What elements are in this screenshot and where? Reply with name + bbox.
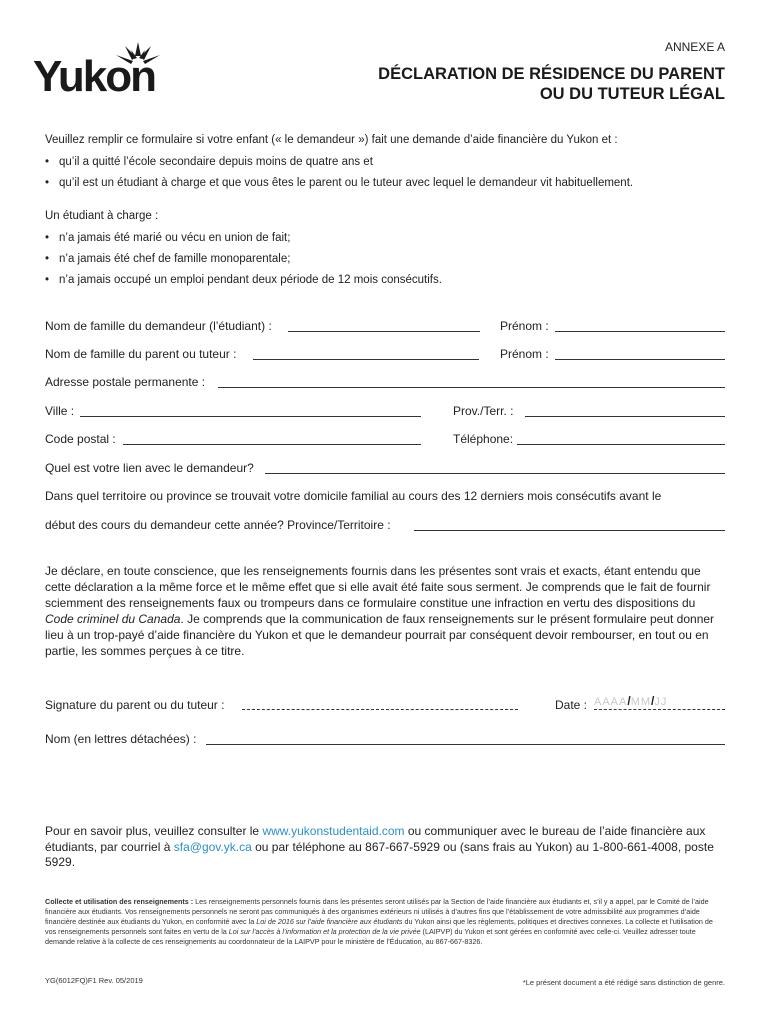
intro-bullet: • qu’il a quitté l’école secondaire depuis moins de quatre ans et — [45, 156, 373, 168]
page-title — [378, 64, 725, 104]
relationship-label: Quel est votre lien avec le demandeur? — [45, 461, 254, 475]
dependent-bullet: • n’a jamais été marié ou vécu en union de fait; — [45, 232, 291, 244]
postal-code-field[interactable] — [123, 444, 421, 445]
printed-name-label: Nom (en lettres détachées) : — [45, 732, 197, 746]
annexe-label: ANNEXE A — [664, 40, 725, 54]
relationship-field[interactable] — [265, 473, 725, 474]
parent-first-name-label: Prénom : — [500, 347, 549, 361]
domicile-question-cont: début des cours du demandeur cette année? Province/Territoire : — [45, 518, 391, 532]
signature-label: Signature du parent ou du tuteur : — [45, 698, 225, 712]
date-month-placeholder: MM — [630, 696, 652, 708]
domicile-question: Dans quel territoire ou province se trouvait votre domicile familial au cours des 12 derniers mois consécutifs avant le — [45, 489, 662, 503]
dependent-heading: Un étudiant à charge : — [45, 210, 159, 222]
website-link[interactable]: www.yukonstudentaid.com — [262, 824, 405, 838]
phone-field[interactable] — [517, 444, 725, 445]
parent-last-name-field[interactable] — [253, 359, 479, 360]
logo-text: Yukon — [33, 52, 156, 101]
phone-label: Téléphone: — [453, 432, 514, 446]
parent-first-name-field[interactable] — [555, 359, 725, 360]
yukon-logo — [33, 42, 173, 102]
city-label: Ville : — [45, 404, 75, 418]
prov-field[interactable] — [525, 416, 725, 417]
applicant-last-name-field[interactable] — [288, 331, 480, 332]
intro-text: Veuillez remplir ce formulaire si votre enfant (« le demandeur ») fait une demande d’aide financière du Yukon et : — [45, 134, 618, 146]
date-separator: / — [651, 694, 655, 708]
date-day-placeholder: JJ — [654, 696, 668, 708]
applicant-first-name-label: Prénom : — [500, 319, 549, 333]
title-line-2: OU DU TUTEUR LÉGAL — [539, 85, 725, 103]
address-label: Adresse postale permanente : — [45, 375, 206, 389]
prov-label: Prov./Terr. : — [453, 404, 514, 418]
dependent-bullet: • n’a jamais été chef de famille monoparentale; — [45, 253, 291, 265]
contact-info: Pour en savoir plus, veuillez consulter le www.yukonstudentaid.com ou communiquer avec le bureau de l’aide financière aux étudiants, par courriel à sfa@gov.yk.ca ou par téléphone au 867-667-5929 ou (sans frais au Yukon) au 1-800-661-4008, poste 5929. — [45, 824, 714, 869]
date-field[interactable] — [594, 692, 667, 710]
date-year-placeholder: AAAA — [594, 696, 628, 708]
postal-code-label: Code postal : — [45, 432, 116, 446]
date-label: Date : — [555, 698, 588, 712]
form-code: YG(6012FQ)F1 Rev. 05/2019 — [45, 976, 143, 985]
title-line-1: DÉCLARATION DE RÉSIDENCE DU PARENT — [378, 65, 725, 83]
date-underline — [594, 709, 725, 710]
declaration-text: Je déclare, en toute conscience, que les renseignements fournis dans les présentes sont vrais et exacts, étant entendu que cette déclaration a la même force et le même effet que si elle avait été faite sous serment. Je comprends que le fait de fournir sciemment des renseignements faux ou trompeurs dans ce formulaire constitue une infraction en vertu des dispositions du Code criminel du Canada. Je comprends que la communication de faux renseignements sur le présent formulaire peut donner lieu à un trop-payé d’aide financière du Yukon et que le demandeur pourrait par conséquent devoir rembourser, en tout ou en partie, les sommes perçues à ce titre. — [45, 564, 715, 658]
city-field[interactable] — [80, 416, 421, 417]
intro-bullet: • qu’il est un étudiant à charge et que vous êtes le parent ou le tuteur avec lequel le demandeur vit habituellement. — [45, 177, 634, 189]
gender-note: *Le présent document a été rédigé sans distinction de genre. — [522, 978, 725, 987]
privacy-notice: Collecte et utilisation des renseignements : Les renseignements personnels fournis dans les présentes seront utilisés par la Section de l’aide financière aux étudiants et, s’il y a appel, par le Comité de l’aide financière aux étudiants. Vos renseignements personnels ne seront pas communiqués à des organismes extérieurs ni utilisés à d’autres fins que l’établissement de votre admissibilité aux programmes d’aide financière destinée aux étudiants du Yukon, en conformité avec la Loi de 2016 sur l’aide financière aux étudiants du Yukon ainsi que les règlements, politiques et directives connexes. La collecte et l’utilisation de vos renseignements personnels sont faites en vertu de la Loi sur l’accès à l’information et la protection de la vie privée (LAIPVP) du Yukon et sont gérées en conformité avec celle-ci. Veuillez adresser toute demande relative à la collecte de ces renseignements au coordonnateur de la LAIPVP pour le ministère de l’Éducation, au 867-667-8326. — [45, 897, 713, 946]
parent-last-name-label: Nom de famille du parent ou tuteur : — [45, 347, 237, 361]
email-link[interactable]: sfa@gov.yk.ca — [173, 839, 252, 854]
date-separator: / — [627, 694, 631, 708]
dependent-bullet: • n’a jamais occupé un emploi pendant deux période de 12 mois consécutifs. — [45, 274, 442, 286]
printed-name-field[interactable] — [206, 744, 725, 745]
address-field[interactable] — [218, 387, 725, 388]
applicant-first-name-field[interactable] — [555, 331, 725, 332]
province-field[interactable] — [414, 530, 725, 531]
applicant-last-name-label: Nom de famille du demandeur (l’étudiant) : — [45, 319, 272, 333]
signature-field[interactable] — [242, 709, 518, 710]
